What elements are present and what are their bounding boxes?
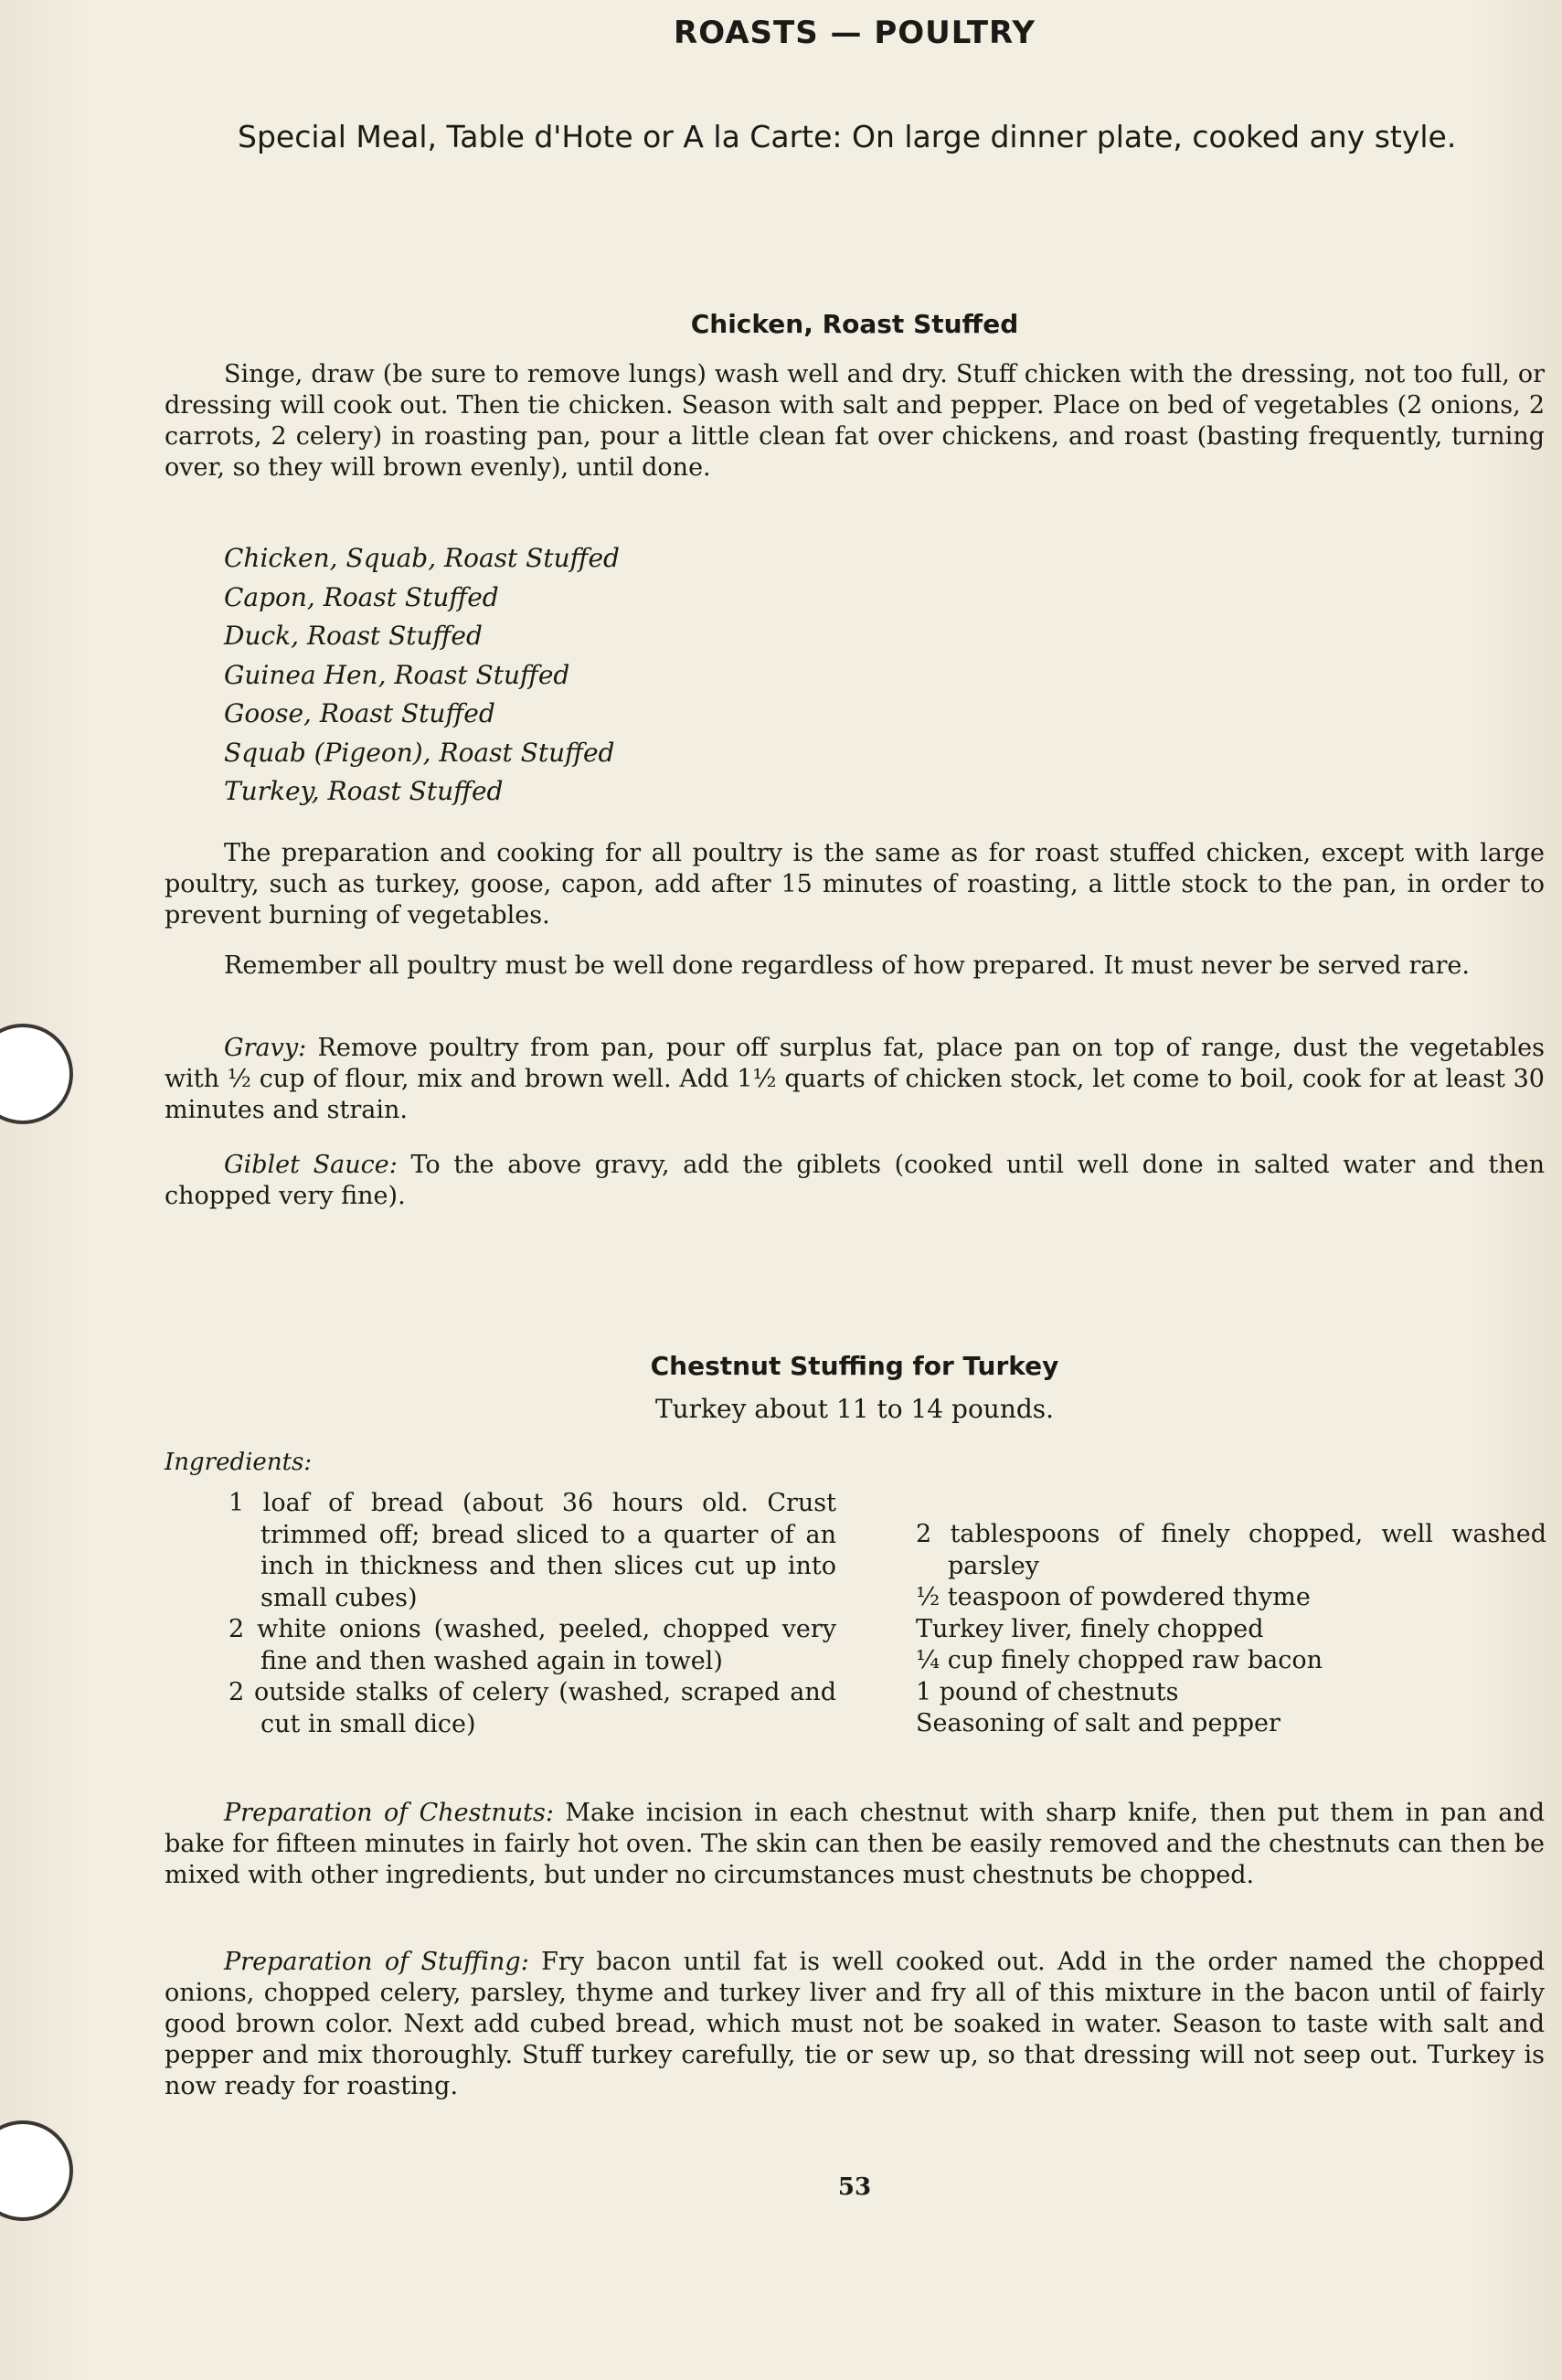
ingredient-item: 1 loaf of bread (about 36 hours old. Crust trimmed off; bread sliced to a quarter of an inch in thickness and then slices cut up into small cubes) xyxy=(228,1489,836,1612)
gravy-paragraph xyxy=(165,1033,1545,1126)
ingredients-right-column xyxy=(916,1519,1546,1740)
intro-text: Special Meal, Table d'Hote or A la Carte: On large dinner plate, cooked any style. xyxy=(238,119,1457,154)
ingredient-item: Turkey liver, finely chopped xyxy=(916,1614,1264,1643)
giblet-sauce-paragraph xyxy=(165,1150,1545,1212)
chestnut-preparation-paragraph xyxy=(165,1798,1545,1891)
page-number: 53 xyxy=(837,2173,872,2201)
poultry-preparation-note: The preparation and cooking for all poultry is the same as for roast stuffed chicken, except with large poultry, such as turkey, goose, capon, add after 15 minutes of roasting, a little stock to the pan, in order to prevent burning of vegetables. xyxy=(165,839,1545,930)
variety-item: Capon, Roast Stuffed xyxy=(224,581,499,612)
ingredient-item: 2 outside stalks of celery (washed, scraped and cut in small dice) xyxy=(228,1678,836,1738)
ingredient-item: ¼ cup finely chopped raw bacon xyxy=(916,1646,1323,1674)
chestnut-preparation-text: Make incision in each chestnut with sharp knife, then put them in pan and bake for fifteen minutes in fairly hot oven. The skin can then be easily removed and the chestnuts can then be mixed with other ingredients, but under no circumstances must chestnuts be chopped. xyxy=(165,1799,1545,1889)
gravy-label: Gravy: xyxy=(224,1034,307,1062)
variety-item: Duck, Roast Stuffed xyxy=(224,621,483,651)
giblet-sauce-text: To the above gravy, add the giblets (cooked until well done in salted water and then chopped very fine). xyxy=(165,1151,1545,1210)
ingredients-label: Ingredients: xyxy=(165,1449,313,1476)
variety-item: Turkey, Roast Stuffed xyxy=(224,776,504,806)
variety-item: Goose, Roast Stuffed xyxy=(224,698,495,728)
turkey-weight-note: Turkey about 11 to 14 pounds. xyxy=(654,1394,1055,1424)
ingredient-item: 1 pound of chestnuts xyxy=(916,1677,1179,1706)
variety-item: Squab (Pigeon), Roast Stuffed xyxy=(224,737,615,768)
chicken-instructions: Singe, draw (be sure to remove lungs) wash well and dry. Stuff chicken with the dressing, not too full, or dressing will cook out. Then tie chicken. Season with salt and pepper. Place on bed of vegetables (2 onions, 2 carrots, 2 celery) in roasting pan, pour a little clean fat over chickens, and roast (basting frequently, turning over, so they will brown evenly), until done. xyxy=(165,360,1545,482)
ingredient-item: 2 white onions (washed, peeled, chopped very fine and then washed again in towel) xyxy=(228,1615,836,1675)
poultry-variety-list xyxy=(224,539,955,812)
giblet-sauce-label: Giblet Sauce: xyxy=(224,1151,398,1179)
chestnut-preparation-label: Preparation of Chestnuts: xyxy=(224,1799,554,1827)
ingredients-left-column xyxy=(228,1488,836,1740)
stuffing-recipe-title: Chestnut Stuffing for Turkey xyxy=(650,1351,1059,1381)
gravy-text: Remove poultry from pan, pour off surplus fat, place pan on top of range, dust the vegetables with ½ cup of flour, mix and brown well. Add 1½ quarts of chicken stock, let come to boil, cook for at least 30 minutes and strain. xyxy=(165,1034,1545,1124)
stuffing-preparation-label: Preparation of Stuffing: xyxy=(224,1948,529,1976)
stuffing-preparation-paragraph xyxy=(165,1947,1545,2102)
section-title: ROASTS — POULTRY xyxy=(674,15,1036,51)
variety-item: Guinea Hen, Roast Stuffed xyxy=(224,659,570,690)
ingredient-item: Seasoning of salt and pepper xyxy=(916,1709,1280,1737)
ingredient-item: ½ teaspoon of powdered thyme xyxy=(916,1583,1311,1611)
binder-hole-upper xyxy=(0,1024,73,1124)
variety-item: Chicken, Squab, Roast Stuffed xyxy=(224,543,620,573)
stuffing-preparation-text: Fry bacon until fat is well cooked out. Add in the order named the chopped onions, chopped celery, parsley, thyme and turkey liver and fry all of this mixture in the bacon until of fairly good brown color. Next add cubed bread, which must not be soaked in water. Season to taste with salt and pepper and mix thoroughly. Stuff turkey carefully, tie or sew up, so that dressing will not seep out. Turkey is now ready for roasting. xyxy=(165,1948,1545,2100)
binder-hole-lower xyxy=(0,2120,73,2221)
ingredient-item: 2 tablespoons of finely chopped, well washed parsley xyxy=(916,1520,1546,1580)
well-done-note: Remember all poultry must be well done regardless of how prepared. It must never be served rare. xyxy=(224,951,1470,980)
chicken-recipe-title: Chicken, Roast Stuffed xyxy=(690,309,1019,339)
